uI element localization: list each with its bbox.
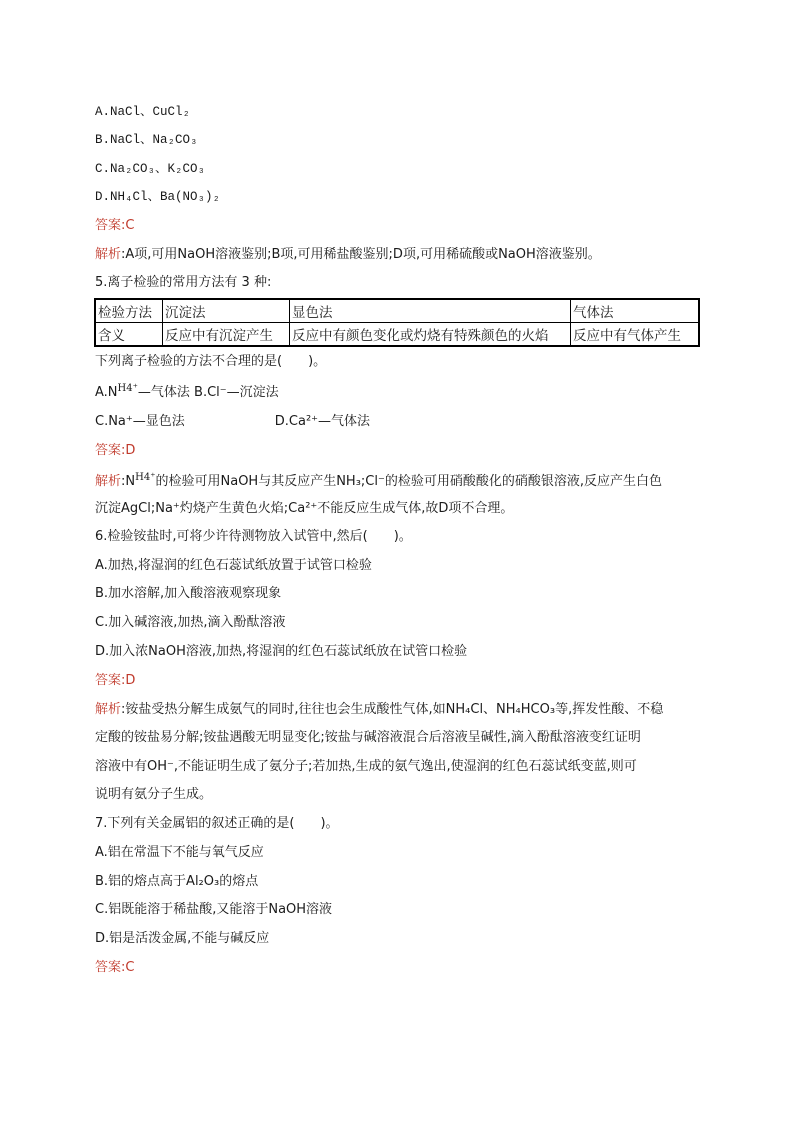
q6-explanation-line: 定酸的铵盐易分解;铵盐遇酸无明显变化;铵盐与碱溶液混合后溶液呈碱性,滴入酚酞溶液变红证明 xyxy=(95,730,641,745)
table-row xyxy=(95,323,699,347)
q4-option-b: B.NaCl、Na₂CO₃ xyxy=(95,133,198,147)
q6-question: 6.检验铵盐时,可将少许待测物放入试管中,然后( )。 xyxy=(95,529,412,544)
explanation-label: 解析 xyxy=(95,702,122,717)
explanation-label: 解析 xyxy=(95,474,122,489)
nh4-ion-symbol: H4⁺ xyxy=(117,383,138,394)
q5-options-cd xyxy=(95,412,370,432)
q5-option-c: C.Na⁺—显色法 xyxy=(95,414,185,429)
q5-explanation-prefix: :N xyxy=(121,474,136,489)
table-cell: 气体法 xyxy=(571,299,700,323)
q4-option-c: C.Na₂CO₃、K₂CO₃ xyxy=(95,162,206,176)
q6-option-d: D.加入浓NaOH溶液,加热,将湿润的红色石蕊试纸放在试管口检验 xyxy=(95,644,468,659)
table-header-row xyxy=(95,299,699,323)
q6-option-c: C.加入碱溶液,加热,滴入酚酞溶液 xyxy=(95,615,286,630)
table-cell: 反应中有颜色变化或灼烧有特殊颜色的火焰 xyxy=(290,323,571,347)
q5-answer: 答案:D xyxy=(95,443,136,458)
q5-explanation-text: 的检验可用NaOH与其反应产生NH₃;Cl⁻的检验可用硝酸酸化的硝酸银溶液,反应产生白色 xyxy=(155,474,662,489)
q4-explanation-text: :A项,可用NaOH溶液鉴别;B项,可用稀盐酸鉴别;D项,可用稀硫酸或NaOH溶液鉴别。 xyxy=(121,247,601,262)
nh4-ion-symbol: H4⁺ xyxy=(135,472,156,483)
q4-option-d: D.NH₄Cl、Ba(NO₃)₂ xyxy=(95,190,221,204)
table-cell: 检验方法 xyxy=(95,299,163,323)
q5-explanation-line: 沉淀AgCl;Na⁺灼烧产生黄色火焰;Ca²⁺不能反应生成气体,故D项不合理。 xyxy=(95,501,514,516)
q6-answer: 答案:D xyxy=(95,673,136,688)
table-cell: 反应中有气体产生 xyxy=(571,323,700,347)
q5-intro: 5.离子检验的常用方法有 3 种: xyxy=(95,275,272,290)
q4-explanation xyxy=(95,245,601,265)
table-cell: 含义 xyxy=(95,323,163,347)
q6-explanation-line: 溶液中有OH⁻,不能证明生成了氨分子;若加热,生成的氨气逸出,使湿润的红色石蕊试纸变蓝,则可 xyxy=(95,759,637,774)
q6-option-b: B.加水溶解,加入酸溶液观察现象 xyxy=(95,586,282,601)
q5-question: 下列离子检验的方法不合理的是( )。 xyxy=(95,354,327,369)
q6-explanation-line: 说明有氨分子生成。 xyxy=(95,787,213,802)
q4-option-a: A.NaCl、CuCl₂ xyxy=(95,105,191,119)
q5-option-a-b: —气体法 B.Cl⁻—沉淀法 xyxy=(137,385,279,400)
q7-option-a: A.铝在常温下不能与氧气反应 xyxy=(95,845,264,860)
q6-explanation-text: :铵盐受热分解生成氨气的同时,往往也会生成酸性气体,如NH₄Cl、NH₄HCO₃等,挥发性酸、不稳 xyxy=(121,702,664,717)
ion-test-methods-table xyxy=(94,298,700,347)
q7-option-d: D.铝是活泼金属,不能与碱反应 xyxy=(95,931,270,946)
table-cell: 沉淀法 xyxy=(163,299,290,323)
q5-option-d: D.Ca²⁺—气体法 xyxy=(274,414,371,429)
q6-explanation-line xyxy=(95,700,663,720)
q5-options-ab xyxy=(95,383,279,404)
table-cell: 反应中有沉淀产生 xyxy=(163,323,290,347)
q7-option-b: B.铝的熔点高于Al₂O₃的熔点 xyxy=(95,874,259,889)
q5-option-a-prefix: A.N xyxy=(95,385,118,400)
q7-option-c: C.铝既能溶于稀盐酸,又能溶于NaOH溶液 xyxy=(95,902,333,917)
q7-question: 7.下列有关金属铝的叙述正确的是( )。 xyxy=(95,816,339,831)
q7-answer: 答案:C xyxy=(95,960,135,975)
table-cell: 显色法 xyxy=(290,299,571,323)
q6-option-a: A.加热,将湿润的红色石蕊试纸放置于试管口检验 xyxy=(95,558,372,573)
q5-explanation-line xyxy=(95,472,662,493)
q4-answer: 答案:C xyxy=(95,218,135,233)
explanation-label: 解析 xyxy=(95,247,122,262)
